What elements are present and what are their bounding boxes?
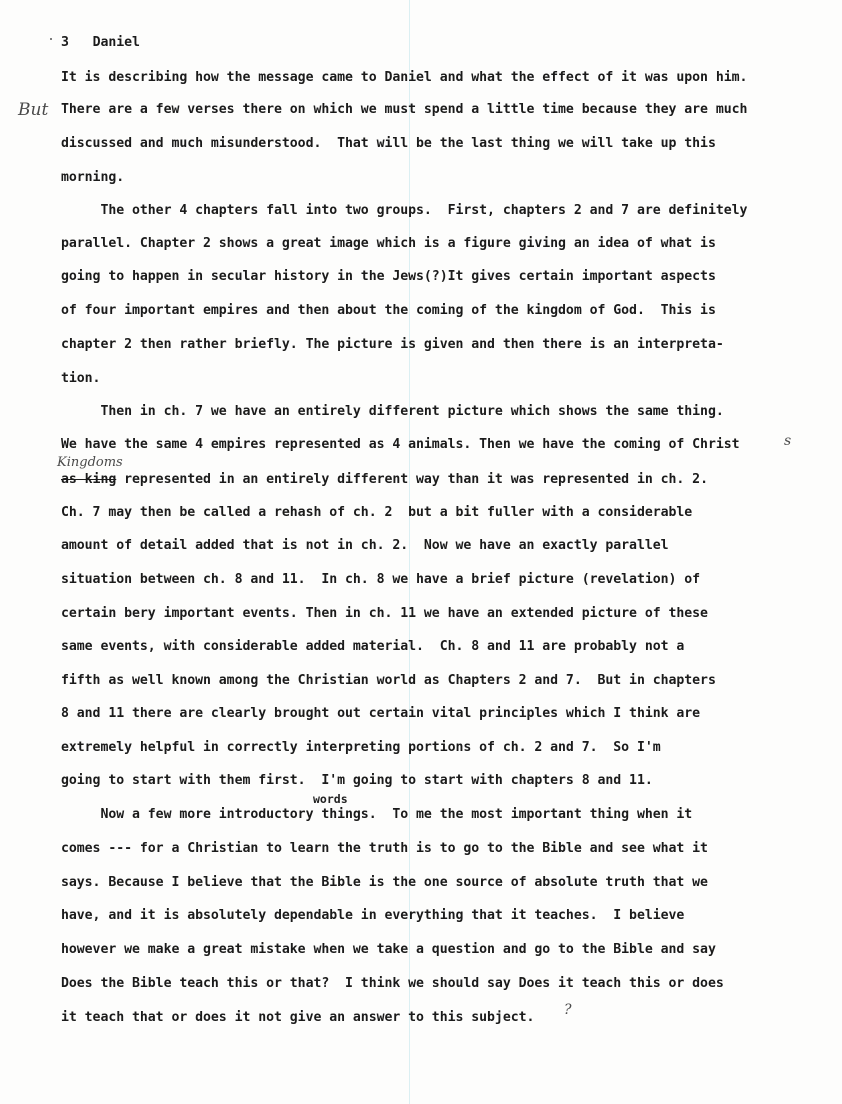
text-line-26: have, and it is absolutely dependable in everything that it teaches. I believe [61, 908, 685, 923]
text-line-12: We have the same 4 empires represented as 4 animals. Then we have the coming of Christ [61, 437, 740, 452]
text-line-15: amount of detail added that is not in ch. 2. Now we have an exactly parallel [61, 538, 669, 553]
text-line-25: says. Because I believe that the Bible is the one source of absolute truth that we [61, 875, 708, 890]
inserted-word-words: words [313, 792, 348, 806]
text-line-3: discussed and much misunderstood. That will be the last thing we will take up this [61, 136, 716, 151]
text-line-9: chapter 2 then rather briefly. The picture is given and then there is an interpreta- [61, 337, 724, 352]
text-line-4: morning. [61, 170, 125, 185]
text-line-10: tion. [61, 371, 101, 386]
page-number: 3 [61, 35, 69, 50]
text-line-1: It is describing how the message came to Daniel and what the effect of it was upon him. [61, 70, 748, 85]
text-line-16: situation between ch. 8 and 11. In ch. 8 we have a brief picture (revelation) of [61, 572, 701, 587]
text-line-13: represented in an entirely different way than it was represented in ch. 2. [124, 472, 708, 487]
text-line-20: 8 and 11 there are clearly brought out certain vital principles which I think are [61, 706, 701, 721]
struck-word: as king [61, 472, 117, 487]
text-line-19: fifth as well known among the Christian world as Chapters 2 and 7. But in chapters [61, 673, 716, 688]
text-line-17: certain bery important events. Then in ch. 11 we have an extended picture of these [61, 606, 708, 621]
text-line-24: comes --- for a Christian to learn the truth is to go to the Bible and see what it [61, 841, 708, 856]
text-line-6: parallel. Chapter 2 shows a great image which is a figure giving an idea of what is [61, 236, 716, 251]
text-line-2: There are a few verses there on which we must spend a little time because they are much [61, 102, 748, 117]
text-line-13-struck [61, 472, 801, 488]
text-line-11: Then in ch. 7 we have an entirely different picture which shows the same thing. [61, 404, 724, 419]
text-line-29: it teach that or does it not give an answer to this subject. [61, 1010, 535, 1025]
handwritten-kingdoms: Kingdoms [57, 455, 123, 470]
text-line-21: extremely helpful in correctly interpreting portions of ch. 2 and 7. So I'm [61, 740, 661, 755]
text-line-28: Does the Bible teach this or that? I think we should say Does it teach this or does [61, 976, 724, 991]
page-title: Daniel [92, 35, 140, 50]
handwritten-plural-s: s [784, 433, 792, 449]
margin-note-but: But [18, 100, 49, 120]
text-line-8: of four important empires and then about the coming of the kingdom of God. This is [61, 303, 716, 318]
text-line-5: The other 4 chapters fall into two groups. First, chapters 2 and 7 are definitely [61, 203, 748, 218]
text-line-27: however we make a great mistake when we take a question and go to the Bible and say [61, 942, 716, 957]
text-line-18: same events, with considerable added material. Ch. 8 and 11 are probably not a [61, 639, 685, 654]
ink-speck [50, 38, 52, 40]
handwritten-question-mark: ? [564, 1002, 572, 1018]
text-line-22: going to start with them first. I'm going to start with chapters 8 and 11. [61, 773, 653, 788]
text-line-7: going to happen in secular history in the Jews(?)It gives certain important aspects [61, 269, 716, 284]
text-line-23: Now a few more introductory things. To me the most important thing when it [61, 807, 693, 822]
text-line-14: Ch. 7 may then be called a rehash of ch. 2 but a bit fuller with a considerable [61, 505, 693, 520]
page-header [61, 35, 801, 51]
